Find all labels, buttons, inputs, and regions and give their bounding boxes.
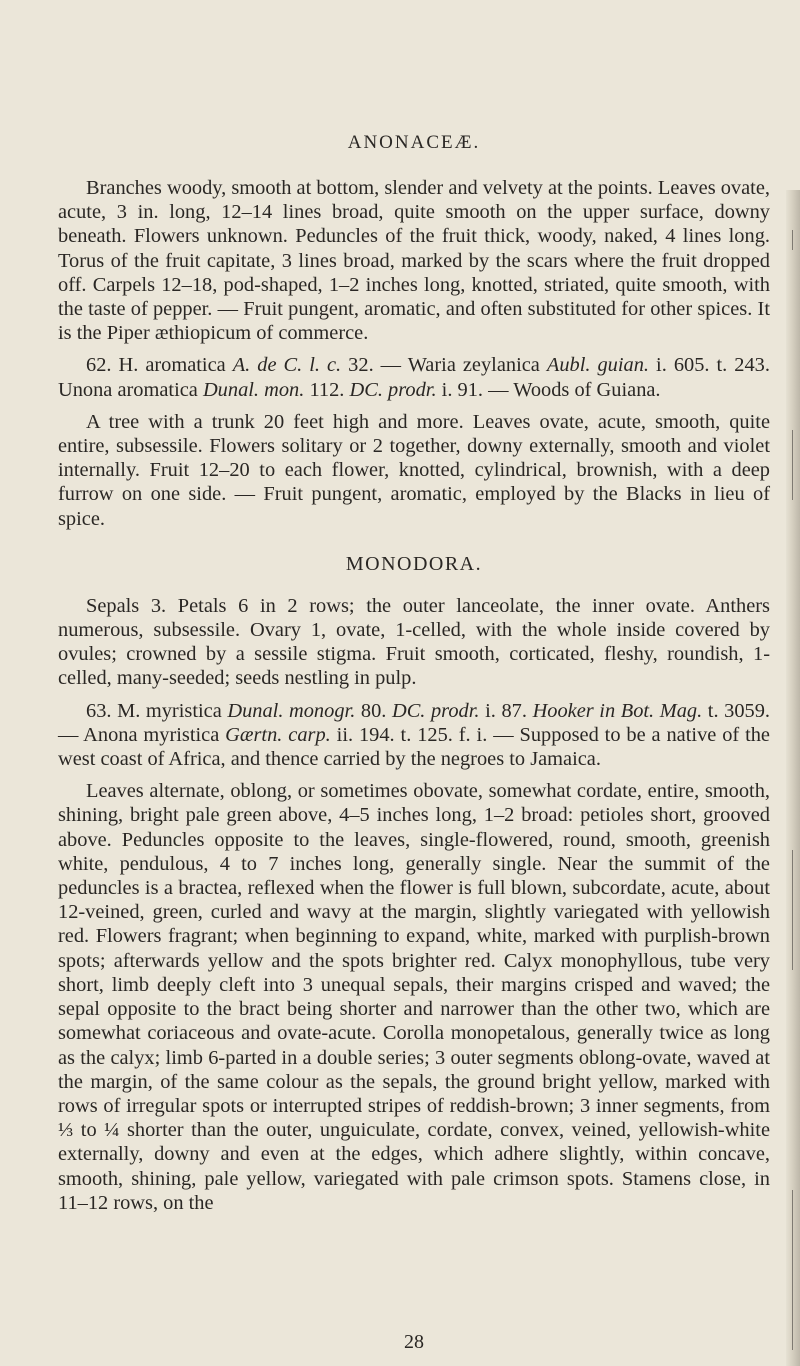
body-text bbox=[58, 176, 770, 1223]
entry-62-text-4: i. 91. — Woods of Guiana. bbox=[441, 378, 661, 401]
edge-mark bbox=[792, 230, 793, 250]
page-number: 28 bbox=[404, 1331, 424, 1353]
species-62-description: A tree with a trunk 20 feet high and more. Leaves ovate, acute, smooth, quite entire, subsessile. Flowers solitary or 2 together, downy externally, smooth and violet internally. Fruit 12–20 to each flower, knotted, cylindrical, brownish, with a deep furrow on one side. — Fruit pungent, aromatic, employed by the Blacks in lieu of spice. bbox=[58, 410, 770, 530]
edge-mark bbox=[792, 850, 793, 970]
entry-63-text-3: t. 3059. — Anona myristica bbox=[58, 699, 771, 746]
entry-63-head: 63. M. myristica bbox=[86, 699, 222, 722]
entry-62-author-4: DC. prodr. bbox=[349, 378, 437, 401]
entry-62-author-3: Dunal. mon. bbox=[202, 378, 305, 401]
running-head: ANONACEÆ. bbox=[347, 132, 481, 153]
entry-62-author-2: Aubl. guian. bbox=[546, 354, 650, 377]
species-entry-63 bbox=[58, 699, 770, 772]
entry-63-text-4: ii. 194. t. 125. f. i. — Supposed to be a native of the west coast of Africa, and thence carried by the negroes to Jamaica. bbox=[58, 723, 770, 771]
edge-mark bbox=[792, 1190, 793, 1350]
entry-63-text-1: 80. bbox=[360, 699, 387, 722]
entry-62-head: 62. H. aromatica bbox=[86, 354, 226, 377]
entry-63-author-1: Dunal. monogr. bbox=[227, 699, 356, 722]
species-entry-62 bbox=[58, 353, 770, 401]
paragraph-piper-description: Branches woody, smooth at bottom, slender and velvety at the points. Leaves ovate, acute, 3 in. long, 12–14 lines broad, quite smooth on the upper surface, downy beneath. Flowers unknown. Peduncles of the fruit thick, woody, naked, 4 lines long. Torus of the fruit capitate, 3 lines broad, marked by the scars where the fruit dropped off. Carpels 12–18, pod-shaped, 1–2 inches long, knotted, striated, quite smooth, with the taste of pepper. — Fruit pungent, aromatic, and often substituted for other spices. It is the Piper æthiopicum of commerce. bbox=[58, 177, 770, 345]
entry-62-text-1: 32. — Waria zeylanica bbox=[348, 354, 540, 377]
entry-63-author-3: Hooker in Bot. Mag. bbox=[532, 699, 703, 722]
genus-heading: MONODORA. bbox=[345, 552, 483, 575]
book-page bbox=[58, 0, 770, 1366]
page-edge bbox=[786, 190, 800, 1366]
species-63-description: Leaves alternate, oblong, or sometimes obovate, somewhat cordate, entire, smooth, shining, bright pale green above, 4–5 inches long, 1–2 broad: petioles short, grooved above. Peduncles opposite to the leaves, single-flowered, round, smooth, greenish white, pendulous, 4 to 7 inches long, generally single. Near the summit of the peduncles is a bractea, reflexed when the flower is full blown, subcordate, acute, about 12-veined, green, curled and wavy at the margin, slightly variegated with yellowish red. Flowers fragrant; when beginning to expand, white, marked with purplish-brown spots; afterwards yellow and the spots brighter red. Calyx monophyllous, tube very short, limb deeply cleft into 3 unequal sepals, their margins crisped and waved; the sepal opposite to the bract being shorter and narrower than the other two, which are somewhat coriaceous and ovate-acute. Corolla monopetalous, generally twice as long as the calyx; limb 6-parted in a double series; 3 outer segments oblong-ovate, waved at the margin, of the same colour as the sepals, the ground bright yellow, marked with rows of irregular spots or interrupted stripes of reddish-brown; 3 inner segments, from ⅓ to ¼ shorter than the outer, unguiculate, cordate, convex, veined, yellowish-white externally, downy and even at the edges, which adhere slightly, within concave, smooth, shining, pale yellow, variegated with pale crimson spots. Stamens close, in 11–12 rows, on the bbox=[58, 780, 770, 1214]
genus-description: Sepals 3. Petals 6 in 2 rows; the outer lanceolate, the inner ovate. Anthers numerous, subsessile. Ovary 1, ovate, 1-celled, with the whole inside covered by ovules; crowned by a sessile stigma. Fruit smooth, corticated, fleshy, roundish, 1-celled, many-seeded; seeds nestling in pulp. bbox=[58, 594, 770, 690]
entry-63-author-2: DC. prodr. bbox=[391, 699, 480, 722]
entry-63-text-2: i. 87. bbox=[485, 699, 527, 722]
entry-62-text-3: 112. bbox=[309, 378, 345, 401]
edge-mark bbox=[792, 430, 793, 500]
entry-63-author-4: Gærtn. carp. bbox=[225, 723, 331, 746]
entry-62-text-2: i. 605. t. 243. Unona aromatica bbox=[58, 354, 770, 401]
entry-62-author-1: A. de C. l. c. bbox=[232, 354, 342, 377]
